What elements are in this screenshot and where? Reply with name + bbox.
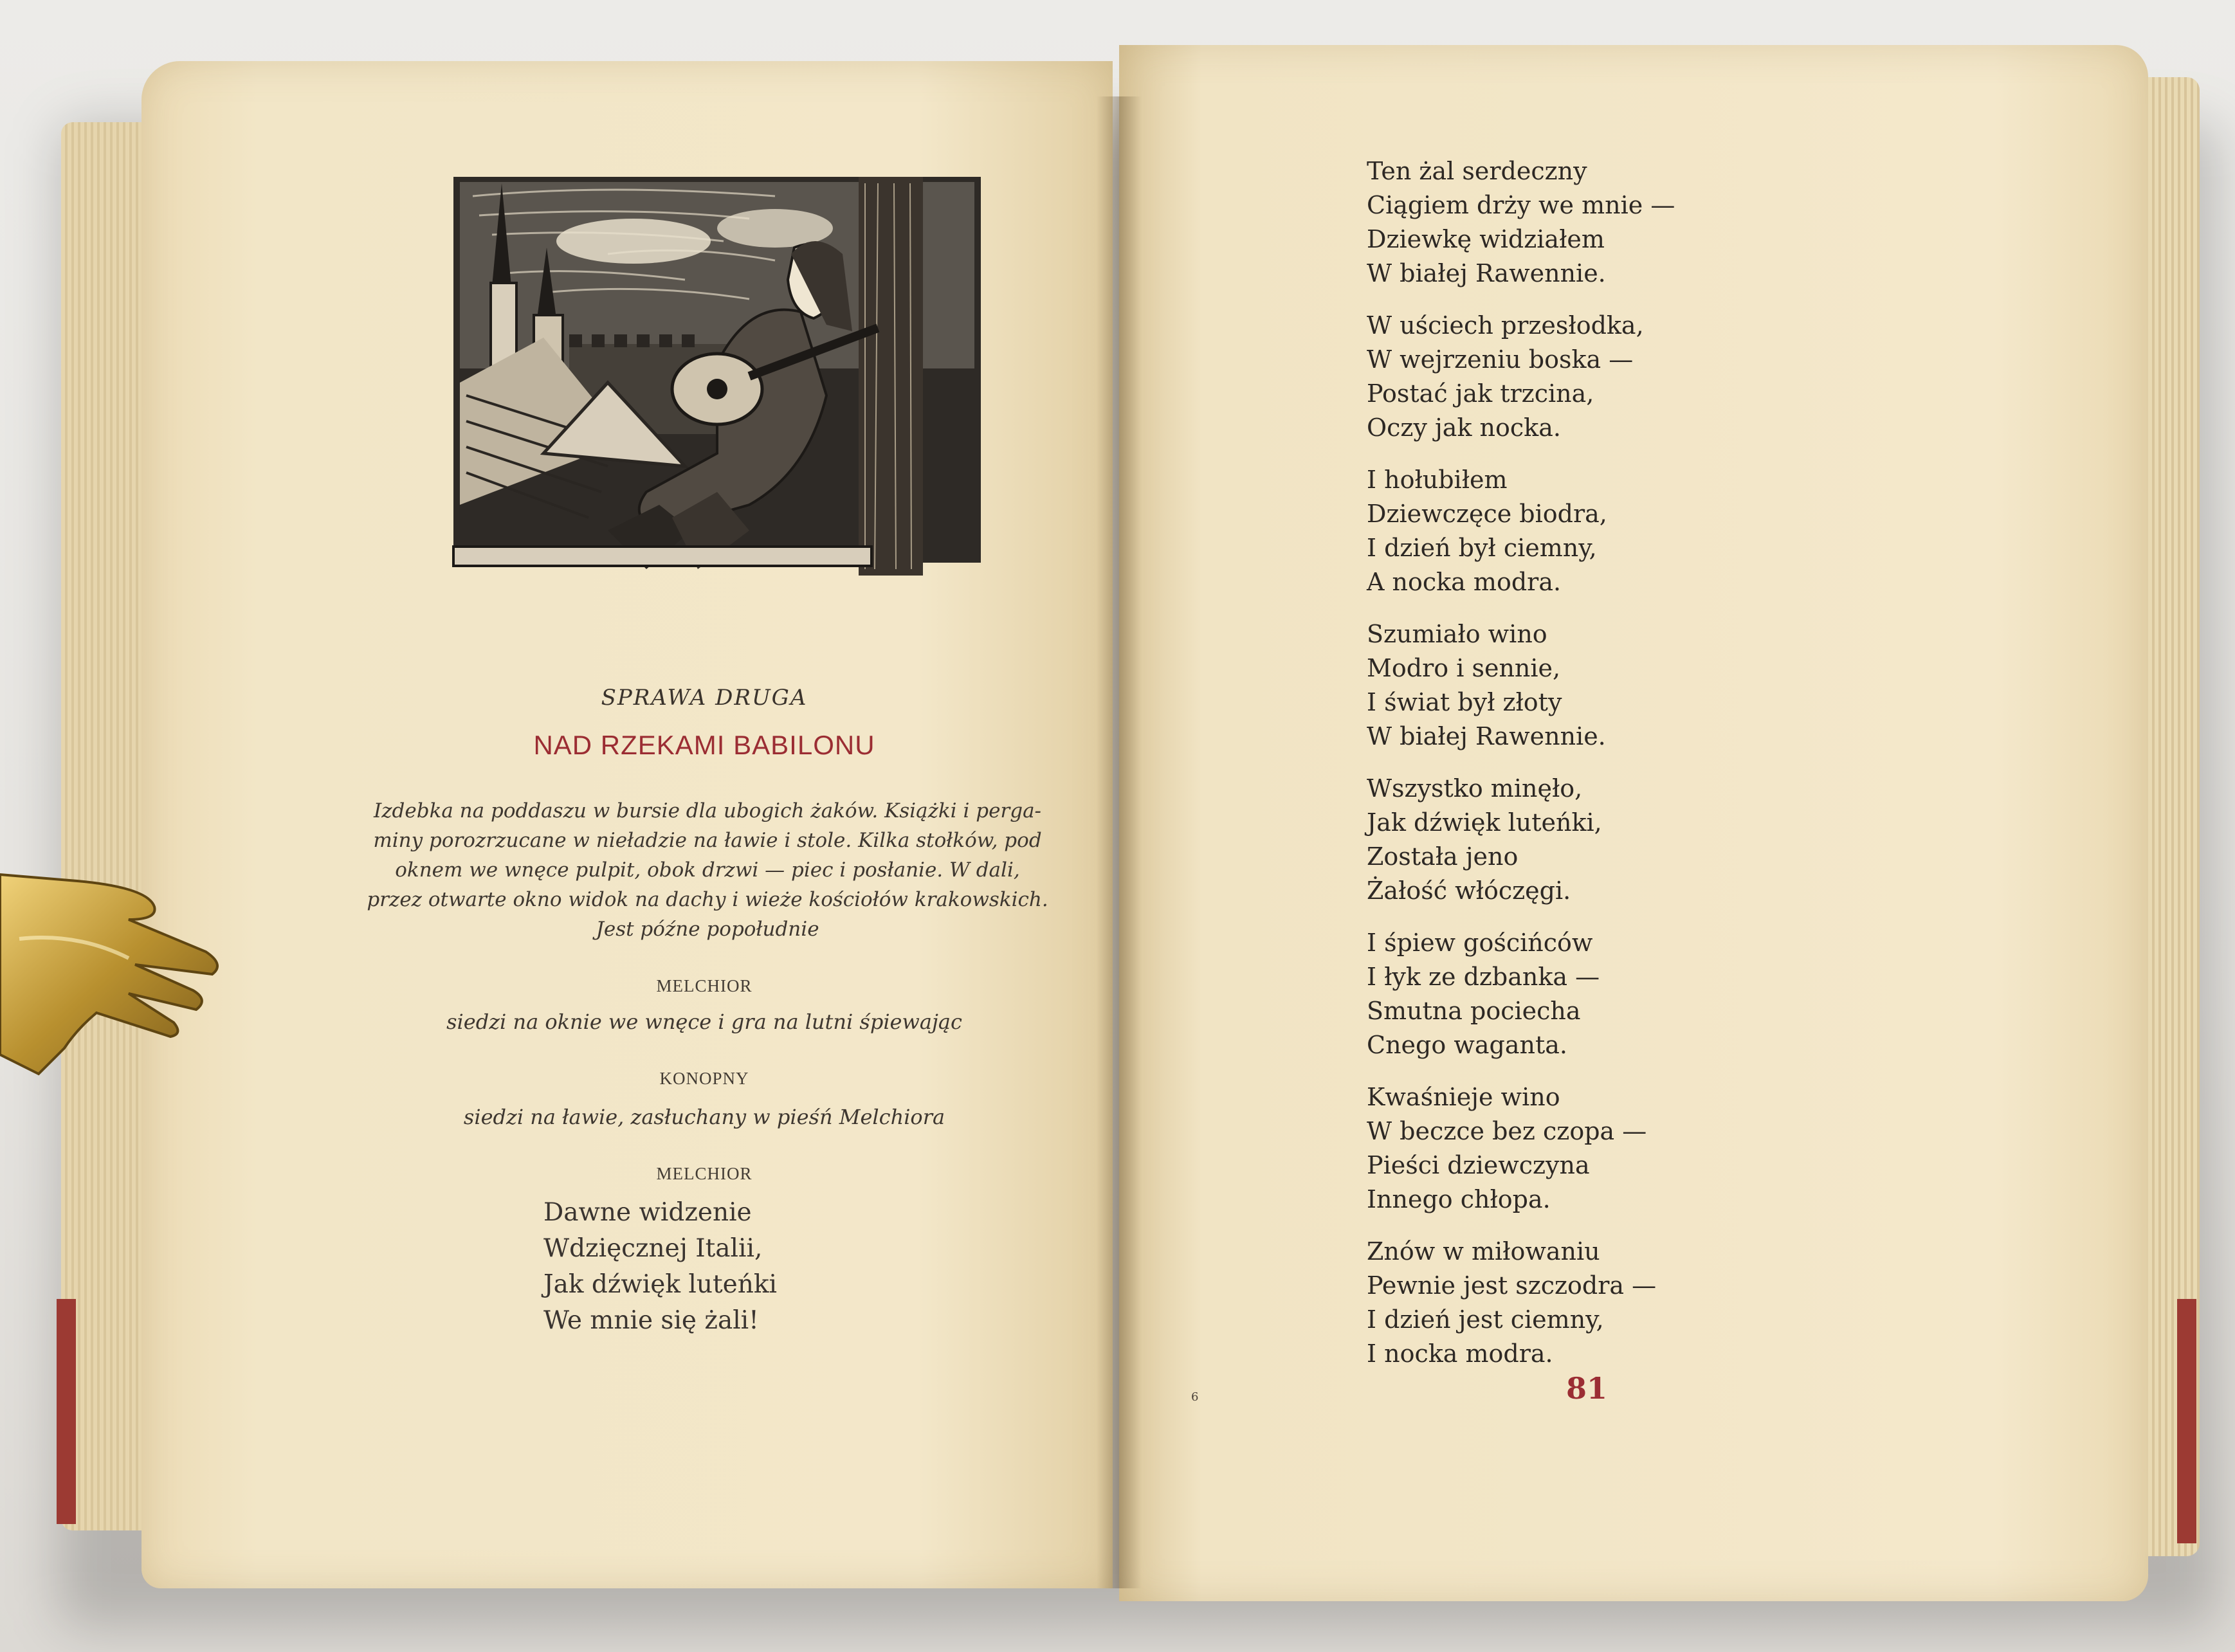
stanza — [1367, 154, 1675, 291]
character-direction: siedzi na ławie, zasłuchany w pieśń Melchiora — [463, 1105, 945, 1129]
verse-line: Dawne widzenie — [543, 1198, 752, 1227]
verse-line: Dziewczęce biodra, — [1367, 500, 1607, 528]
verse-line: W wejrzeniu boska — — [1367, 345, 1634, 374]
verse-line: Modro i sennie, — [1367, 654, 1561, 682]
verse-line: Cnego waganta. — [1367, 1031, 1567, 1059]
signature-mark: 6 — [1191, 1390, 1199, 1404]
stage-directions — [347, 796, 1068, 944]
speaker-name: MELCHIOR — [656, 976, 753, 995]
verse-line: Oczy jak nocka. — [1367, 413, 1561, 442]
verse-line: Kwaśnieje wino — [1367, 1083, 1560, 1111]
book-gutter — [1097, 96, 1142, 1588]
verse-line: W białej Rawennie. — [1367, 722, 1606, 750]
verse-line: Pieści dziewczyna — [1367, 1151, 1590, 1179]
scene-title: NAD RZEKAMI BABILONU — [533, 730, 875, 760]
right-cover-edge — [2177, 1299, 2196, 1543]
stanza — [1367, 926, 1675, 1062]
verse-line: Została jeno — [1367, 842, 1519, 871]
verse-line: W beczce bez czopa — — [1367, 1117, 1647, 1145]
verse-line: Innego chłopa. — [1367, 1185, 1551, 1213]
stanza — [1367, 617, 1675, 754]
act-heading: SPRAWA DRUGA — [601, 685, 808, 711]
verse-line: Znów w miłowaniu — [1367, 1237, 1600, 1266]
speaker-name: MELCHIOR — [656, 1164, 753, 1183]
verse-line: Jak dźwięk luteńki — [543, 1270, 777, 1299]
poem-right — [1367, 154, 1675, 1389]
verse-line: W uściech przesłodka, — [1367, 311, 1644, 340]
stage-line: przez otwarte okno widok na dachy i wieże kościołów krakowskich. — [367, 888, 1048, 911]
verse-left — [543, 1195, 777, 1339]
brass-hand-icon — [0, 862, 244, 1106]
left-cover-edge — [57, 1299, 76, 1524]
stanza — [1367, 309, 1675, 445]
verse-line: A nocka modra. — [1367, 568, 1562, 596]
verse-line: I hołubiłem — [1367, 466, 1508, 494]
speaker-name: KONOPNY — [659, 1069, 749, 1088]
verse-line: Wszystko minęło, — [1367, 774, 1583, 803]
verse-line: Szumiało wino — [1367, 620, 1547, 648]
stage-line: Jest późne popołudnie — [596, 918, 819, 941]
verse-line: Wdzięcznej Italii, — [543, 1234, 763, 1263]
verse-line: Ciągiem drży we mnie — — [1367, 191, 1675, 219]
verse-line: Dziewkę widziałem — [1367, 225, 1605, 253]
stanza — [1367, 1080, 1675, 1217]
stage-line: miny porozrzucane w nieładzie na ławie i stole. Kilka stołków, pod — [373, 829, 1042, 852]
verse-line: Postać jak trzcina, — [1367, 379, 1594, 408]
verse-line: Ten żal serdeczny — [1367, 157, 1587, 185]
stanza — [1367, 1235, 1675, 1371]
stage-line: Izdebka na poddaszu w bursie dla ubogich żaków. Książki i perga- — [373, 799, 1042, 822]
verse-line: I łyk ze dzbanka — — [1367, 963, 1600, 991]
page-number: 81 — [1566, 1371, 1608, 1406]
verse-line: I nocka modra. — [1367, 1339, 1553, 1368]
verse-line: Smutna pociecha — [1367, 997, 1581, 1025]
character-direction: siedzi na oknie we wnęce i gra na lutni śpiewając — [446, 1010, 962, 1034]
verse-line: I dzień jest ciemny, — [1367, 1305, 1604, 1334]
stage-line: oknem we wnęce pulpit, obok drzwi — piec i posłanie. W dali, — [395, 858, 1020, 882]
verse-line: Jak dźwięk luteńki, — [1367, 808, 1602, 837]
verse-line: W białej Rawennie. — [1367, 259, 1606, 287]
verse-line: I dzień był ciemny, — [1367, 534, 1597, 562]
verse-line: I śpiew gościńców — [1367, 929, 1593, 957]
stanza — [1367, 463, 1675, 599]
stanza — [1367, 772, 1675, 908]
verse-line: We mnie się żali! — [543, 1306, 759, 1335]
woodcut-illustration — [415, 170, 1007, 601]
verse-line: I świat był złoty — [1367, 688, 1562, 716]
verse-line: Pewnie jest szczodra — — [1367, 1271, 1657, 1300]
verse-line: Żałość włóczęgi. — [1367, 876, 1571, 905]
